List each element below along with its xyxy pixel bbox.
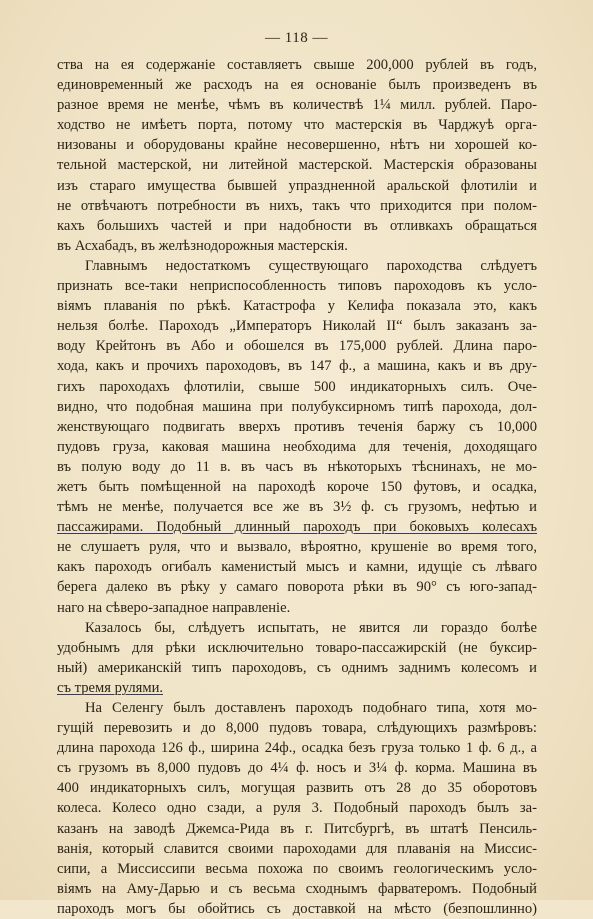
text-line: ходство не имѣетъ порта, потому что мастерскія въ Чарджуѣ орга- <box>57 117 537 134</box>
text-line: не слушаетъ руля, что и вызвало, вѣроятно, крушеніе во время того, <box>57 539 537 556</box>
text-line: нельзя болѣе. Пароходъ „Императоръ Николай II“ былъ заказанъ за- <box>57 318 537 335</box>
text-line: воду Крейтонъ въ Або и обошелся въ 175,000 рублей. Длина паро- <box>57 338 537 355</box>
text-line: 400 индикаторныхъ силъ, могущая развить отъ 28 до 35 оборотовъ <box>57 780 537 797</box>
text-line: кахъ большихъ частей и при надобности въ отливкахъ обращаться <box>57 217 537 234</box>
text-line: хода, какъ и прочихъ пароходовъ, въ 147 ф., а машина, какъ и въ дру- <box>57 358 537 375</box>
text-line: удобнымъ для рѣки исключительно товаро-пассажирскій (не буксир- <box>57 639 537 656</box>
text-line: Казалось бы, слѣдуетъ испытать, не явится ли гораздо болѣе <box>85 619 537 636</box>
text-line: единовременный же расходъ на ея основаніе былъ произведенъ въ <box>57 77 537 94</box>
text-line: ства на ея содержаніе составляетъ свыше 200,000 рублей въ годъ, <box>57 57 537 73</box>
text-line: какъ пароходъ огибалъ каменистый мысъ и камни, идущіе съ лѣваго <box>57 559 537 576</box>
text-line: пудовъ груза, каковая машина необходима для теченія, доходящаго <box>57 438 537 455</box>
text-line: ный) американскій типъ пароходовъ, съ однимъ заднимъ колесомъ и <box>57 659 537 676</box>
text-line: длина парохода 126 ф., ширина 24ф., осадка безъ груза только 1 ф. 6 д., а <box>57 740 537 757</box>
text-line: берега далеко въ рѣку у самаго поворота рѣки въ 90° съ юго-запад- <box>57 579 537 596</box>
text-line: пароходъ могъ бы обойтись съ доставкой на мѣсто (безпошлинно) <box>57 900 537 917</box>
text-line: видно, что подобная машина при полубуксирномъ типѣ парохода, дол- <box>57 398 537 415</box>
text-line: віямъ плаванія по рѣкѣ. Катастрофа у Келифа показала это, какъ <box>57 298 537 315</box>
text-line: въ Асхабадъ, въ желѣзнодорожныя мастерскія. <box>57 237 348 254</box>
text-line: съ тремя рулями. <box>57 679 164 696</box>
body-text <box>57 55 537 919</box>
text-line: съ грузомъ въ 8,000 пудовъ до 4¼ ф. носъ и 3¼ ф. корма. Машина въ <box>57 760 537 777</box>
text-line: гущій перевозить и до 8,000 пудовъ товара, слѣдующихъ размѣровъ: <box>57 720 537 737</box>
text-line: На Селенгу былъ доставленъ пароходъ подобнаго типа, хотя мо- <box>85 700 537 716</box>
text-line: колеса. Колесо одно сзади, а руля 3. Подобный пароходъ былъ за- <box>57 800 537 817</box>
text-line: разное время не менѣе, чѣмъ въ количествѣ 1¼ милл. рублей. Паро- <box>57 97 537 114</box>
text-line: ванія, который славится своими пароходами для плаванія на Миссис- <box>57 840 537 857</box>
page-number: — 118 — <box>265 30 328 46</box>
text-line: тѣмъ не менѣе, получается все же въ 3½ ф. съ грузомъ, нефтью и <box>57 499 537 516</box>
text-line: тельной мастерской, ни литейной мастерской. Мастерскія образованы <box>57 157 537 174</box>
text-line: сипи, а Миссиссипи весьма похожа по своимъ геологическимъ усло- <box>57 860 537 877</box>
text-line: пассажирами. Подобный длинный пароходъ при боковыхъ колесахъ <box>57 519 537 536</box>
text-line: Главнымъ недостаткомъ существующаго пароходства слѣдуетъ <box>85 257 537 274</box>
text-line: признать все-таки неприспособленность типовъ пароходовъ къ усло- <box>57 278 537 295</box>
text-line: низованы и оборудованы крайне несовершенно, нѣтъ ни хорошей ко- <box>57 137 537 154</box>
text-line: изъ стараго имущества бывшей упраздненной аральской флотиліи и <box>57 177 537 194</box>
text-line: въ полую воду до 11 в. въ часъ въ нѣкоторыхъ тѣснинахъ, не мо- <box>57 458 537 475</box>
text-line: женствующаго подвигать вверхъ противъ теченія баржу съ 10,000 <box>57 418 537 435</box>
text-line: віямъ на Аму-Дарью и съ весьма сходнымъ фарватеромъ. Подобный <box>57 880 537 897</box>
text-line: жетъ быть помѣщенной на пароходѣ короче 150 футовъ, и осадка, <box>57 478 537 495</box>
text-line: не отвѣчаютъ потребности въ нихъ, такъ что приходится при полом- <box>57 197 537 214</box>
text-line: казанъ на заводѣ Джемса-Рида въ г. Питсбургѣ, въ штатѣ Пенсиль- <box>57 820 537 837</box>
text-line: гихъ пароходахъ флотиліи, свыше 500 индикаторныхъ силъ. Оче- <box>57 378 537 395</box>
text-line: наго на сѣверо-западное направленіе. <box>57 599 291 616</box>
